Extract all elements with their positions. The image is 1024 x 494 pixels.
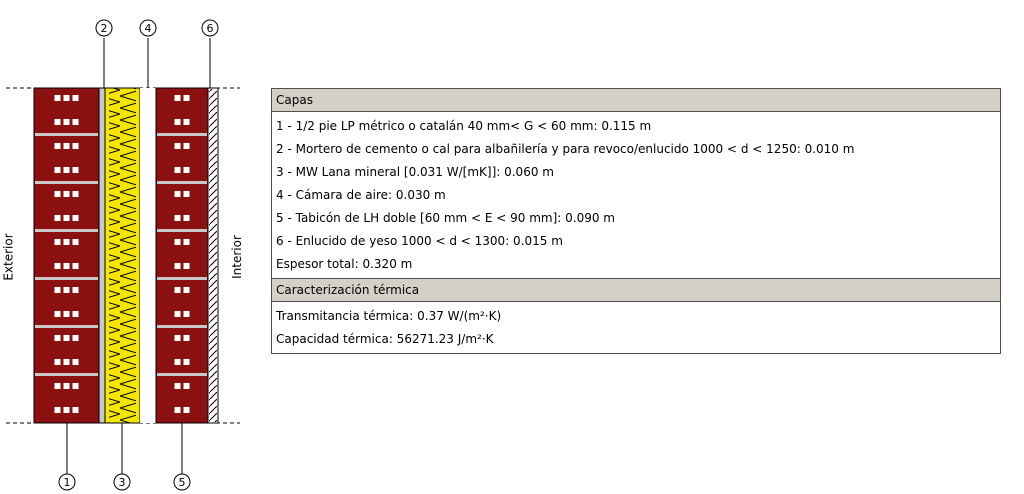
- callout-number-top: 6: [206, 22, 214, 35]
- layer-5-brick: [156, 88, 208, 423]
- total-thickness: Espesor total: 0.320 m: [276, 257, 413, 271]
- callout-number-bottom: 5: [178, 476, 186, 489]
- thermal-header: Caracterización térmica: [272, 278, 1000, 302]
- layer-2-mortar: [99, 88, 105, 423]
- layer-row-4: 4 - Cámara de aire: 0.030 m: [276, 188, 446, 202]
- callout-number-bottom: 3: [118, 476, 126, 489]
- thermal-capacity: Capacidad térmica: 56271.23 J/m²·K: [276, 332, 494, 346]
- thermal-transmittance: Transmitancia térmica: 0.37 W/(m²·K): [276, 309, 502, 323]
- wall-section-diagram: [0, 0, 260, 494]
- layer-row-6: 6 - Enlucido de yeso 1000 < d < 1300: 0.015 m: [276, 234, 563, 248]
- plaster-hatch: [209, 89, 217, 422]
- layer-row-5: 5 - Tabicón de LH doble [60 mm < E < 90 mm]: 0.090 m: [276, 211, 615, 225]
- callout-number-top: 4: [144, 22, 152, 35]
- layer-row-2: 2 - Mortero de cemento o cal para albañilería y para revoco/enlucido 1000 < d < 1250: 0.010 m: [276, 142, 855, 156]
- layer-4-air-gap: [140, 88, 156, 423]
- layers-header: Capas: [272, 89, 1000, 112]
- layer-row-3: 3 - MW Lana mineral [0.031 W/[mK]]: 0.060 m: [276, 165, 554, 179]
- layer-1-brick: [34, 88, 99, 423]
- callout-number-bottom: 1: [63, 476, 71, 489]
- layer-row-1: 1 - 1/2 pie LP métrico o catalán 40 mm< G < 60 mm: 0.115 m: [276, 119, 652, 133]
- insulation-zigzag: [109, 88, 136, 423]
- layers-info-panel: [271, 88, 1001, 354]
- exterior-label: Exterior: [1, 233, 16, 281]
- interior-label: Interior: [229, 235, 244, 279]
- callout-number-top: 2: [100, 22, 108, 35]
